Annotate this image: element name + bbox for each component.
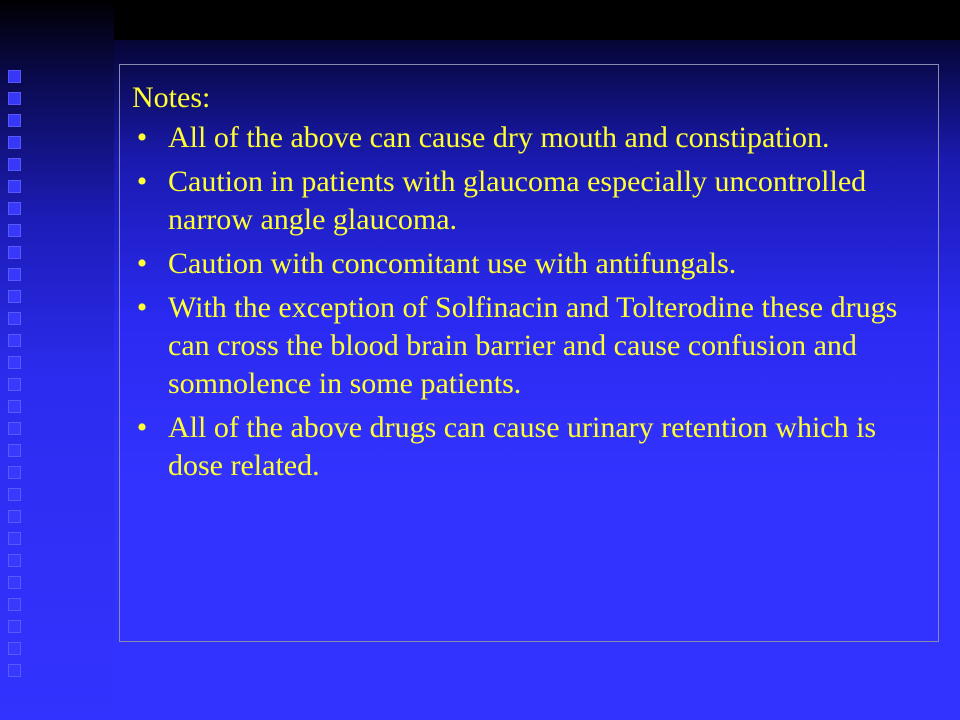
top-dark-band — [114, 0, 960, 40]
decorative-square — [8, 488, 21, 501]
decorative-square — [8, 246, 21, 259]
bullet-icon: • — [136, 165, 148, 198]
bullet-text: Caution in patients with glaucoma especially uncontrolled narrow angle glaucoma. — [168, 165, 867, 236]
slide-content — [132, 79, 932, 491]
decorative-square — [8, 642, 21, 655]
decorative-square — [8, 224, 21, 237]
decorative-square — [8, 268, 21, 281]
bullet-item — [132, 289, 932, 403]
bullet-icon: • — [136, 121, 148, 154]
decorative-square — [8, 620, 21, 633]
decorative-square — [8, 70, 21, 83]
decorative-square — [8, 158, 21, 171]
decorative-square — [8, 136, 21, 149]
bullet-list — [132, 119, 932, 485]
decorative-square — [8, 444, 21, 457]
decorative-square — [8, 202, 21, 215]
decorative-square — [8, 312, 21, 325]
bullet-item — [132, 119, 932, 157]
decorative-square — [8, 114, 21, 127]
decorative-square — [8, 422, 21, 435]
decorative-square — [8, 554, 21, 567]
bullet-item — [132, 245, 932, 283]
decorative-square — [8, 378, 21, 391]
bullet-item — [132, 409, 932, 485]
bullet-text: All of the above drugs can cause urinary retention which is dose related. — [168, 411, 877, 482]
bullet-text: Caution with concomitant use with antifungals. — [168, 247, 737, 280]
decorative-square — [8, 532, 21, 545]
decorative-square — [8, 400, 21, 413]
decorative-squares-column — [8, 70, 24, 710]
decorative-square — [8, 598, 21, 611]
decorative-square — [8, 466, 21, 479]
bullet-icon: • — [136, 247, 148, 280]
decorative-square — [8, 576, 21, 589]
decorative-square — [8, 356, 21, 369]
decorative-square — [8, 290, 21, 303]
decorative-square — [8, 334, 21, 347]
bullet-icon: • — [136, 411, 148, 444]
bullet-text: With the exception of Solfinacin and Tolterodine these drugs can cross the blood brain barrier and cause confusion and somnolence in some patients. — [168, 291, 898, 400]
decorative-square — [8, 180, 21, 193]
bullet-icon: • — [136, 291, 148, 324]
slide-heading: Notes: — [132, 81, 211, 114]
left-decorative-strip — [0, 0, 114, 720]
slide-text-box — [119, 64, 939, 642]
decorative-square — [8, 510, 21, 523]
bullet-item — [132, 163, 932, 239]
decorative-square — [8, 664, 21, 677]
decorative-square — [8, 92, 21, 105]
bullet-text: All of the above can cause dry mouth and constipation. — [168, 121, 830, 154]
